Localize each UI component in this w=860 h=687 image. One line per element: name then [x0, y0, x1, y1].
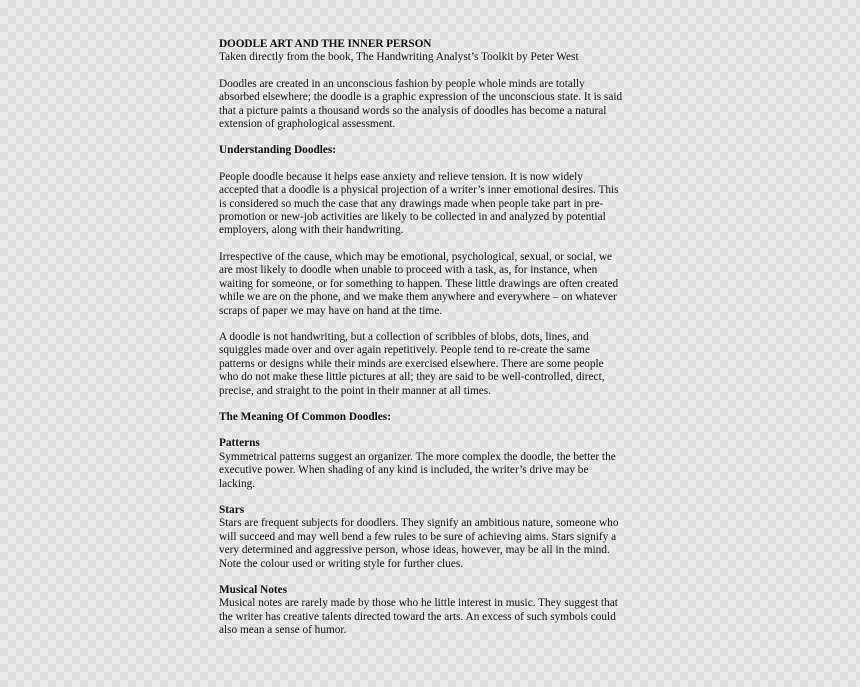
paragraph-line: Note the colour used or writing style for further clues. [219, 557, 464, 570]
paragraph-1 [219, 171, 649, 238]
section-heading-understanding: Understanding Doodles: [219, 144, 337, 157]
paragraph-line: promotion or new-job activities are likely to be collected in and analyzed by potential [219, 211, 606, 224]
paragraph-line: very determined and aggressive person, whose ideas, however, may be all in the mind. [219, 544, 610, 557]
intro-line: absorbed elsewhere; the doodle is a graphic expression of the unconscious state. It is said [219, 91, 623, 104]
subsection-stars [219, 504, 649, 571]
paragraph-3 [219, 331, 649, 398]
paragraph-line: patterns or designs while their minds are exercised elsewhere. There are some people [219, 357, 604, 370]
document-page [219, 38, 649, 651]
section-heading-meaning: The Meaning Of Common Doodles: [219, 410, 391, 423]
paragraph-line: lacking. [219, 477, 256, 490]
paragraph-line: People doodle because it helps ease anxiety and relieve tension. It is now widely [219, 170, 583, 183]
paragraph-line: also mean a sense of humor. [219, 624, 347, 637]
paragraph-line: executive power. When shading of any kind is included, the writer’s drive may be [219, 464, 589, 477]
paragraph-line: Irrespective of the cause, which may be emotional, psychological, sexual, or social, we [219, 250, 613, 263]
subsection-title: Musical Notes [219, 584, 288, 596]
intro-paragraph [219, 78, 649, 132]
paragraph-line: who do not make these little pictures at all; they are said to be well-controlled, direct, [219, 371, 605, 384]
subsection-body [219, 451, 649, 491]
subsection-musical-notes [219, 584, 649, 638]
paragraph-line: scraps of paper we may have on hand at the time. [219, 304, 443, 317]
intro-line: extension of graphological assessment. [219, 118, 396, 131]
subsection-patterns [219, 437, 649, 491]
subsection-body [219, 517, 649, 571]
paragraph-line: are most likely to doodle when unable to proceed with a task, as, for instance, when [219, 264, 598, 277]
paragraph-line: the writer has creative talents directed toward the arts. An excess of such symbols could [219, 610, 616, 623]
document-title: DOODLE ART AND THE INNER PERSON [219, 38, 432, 50]
subsection-body [219, 597, 649, 637]
intro-line: Doodles are created in an unconscious fashion by people whole minds are totally [219, 77, 585, 90]
paragraph-line: A doodle is not handwriting, but a collection of scribbles of blobs, dots, lines, and [219, 330, 589, 343]
subsection-title: Stars [219, 503, 245, 516]
paragraph-line: will succeed and may well bend a few rules to be sure of achieving aims. Stars signify a [219, 530, 617, 543]
paragraph-line: squiggles made over and over again repetitively. People tend to re-create the same [219, 344, 590, 357]
intro-line: that a picture paints a thousand words so the analysis of doodles has become a natural [219, 104, 607, 117]
paragraph-line: waiting for someone, or for something to happen. These little drawings are often created [219, 277, 619, 290]
paragraph-2 [219, 251, 649, 318]
title-block [219, 38, 649, 65]
paragraph-line: while we are on the phone, and we make them anywhere and everywhere – on whatever [219, 291, 617, 304]
paragraph-line: employers, along with their handwriting. [219, 224, 404, 237]
paragraph-line: Musical notes are rarely made by those who he little interest in music. They suggest that [219, 597, 618, 610]
subsection-title: Patterns [219, 437, 260, 450]
paragraph-line: Stars are frequent subjects for doodlers. They signify an ambitious nature, someone who [219, 517, 619, 530]
document-subtitle: Taken directly from the book, The Handwriting Analyst’s Toolkit by Peter West [219, 51, 579, 64]
paragraph-line: accepted that a doodle is a physical projection of a writer’s inner emotional desires. This [219, 184, 619, 197]
paragraph-line: precise, and straight to the point in their manner at all times. [219, 384, 491, 397]
paragraph-line: Symmetrical patterns suggest an organizer. The more complex the doodle, the better the [219, 450, 616, 463]
paragraph-line: is considered so much the case that any drawings made when people take part in pre- [219, 197, 604, 210]
